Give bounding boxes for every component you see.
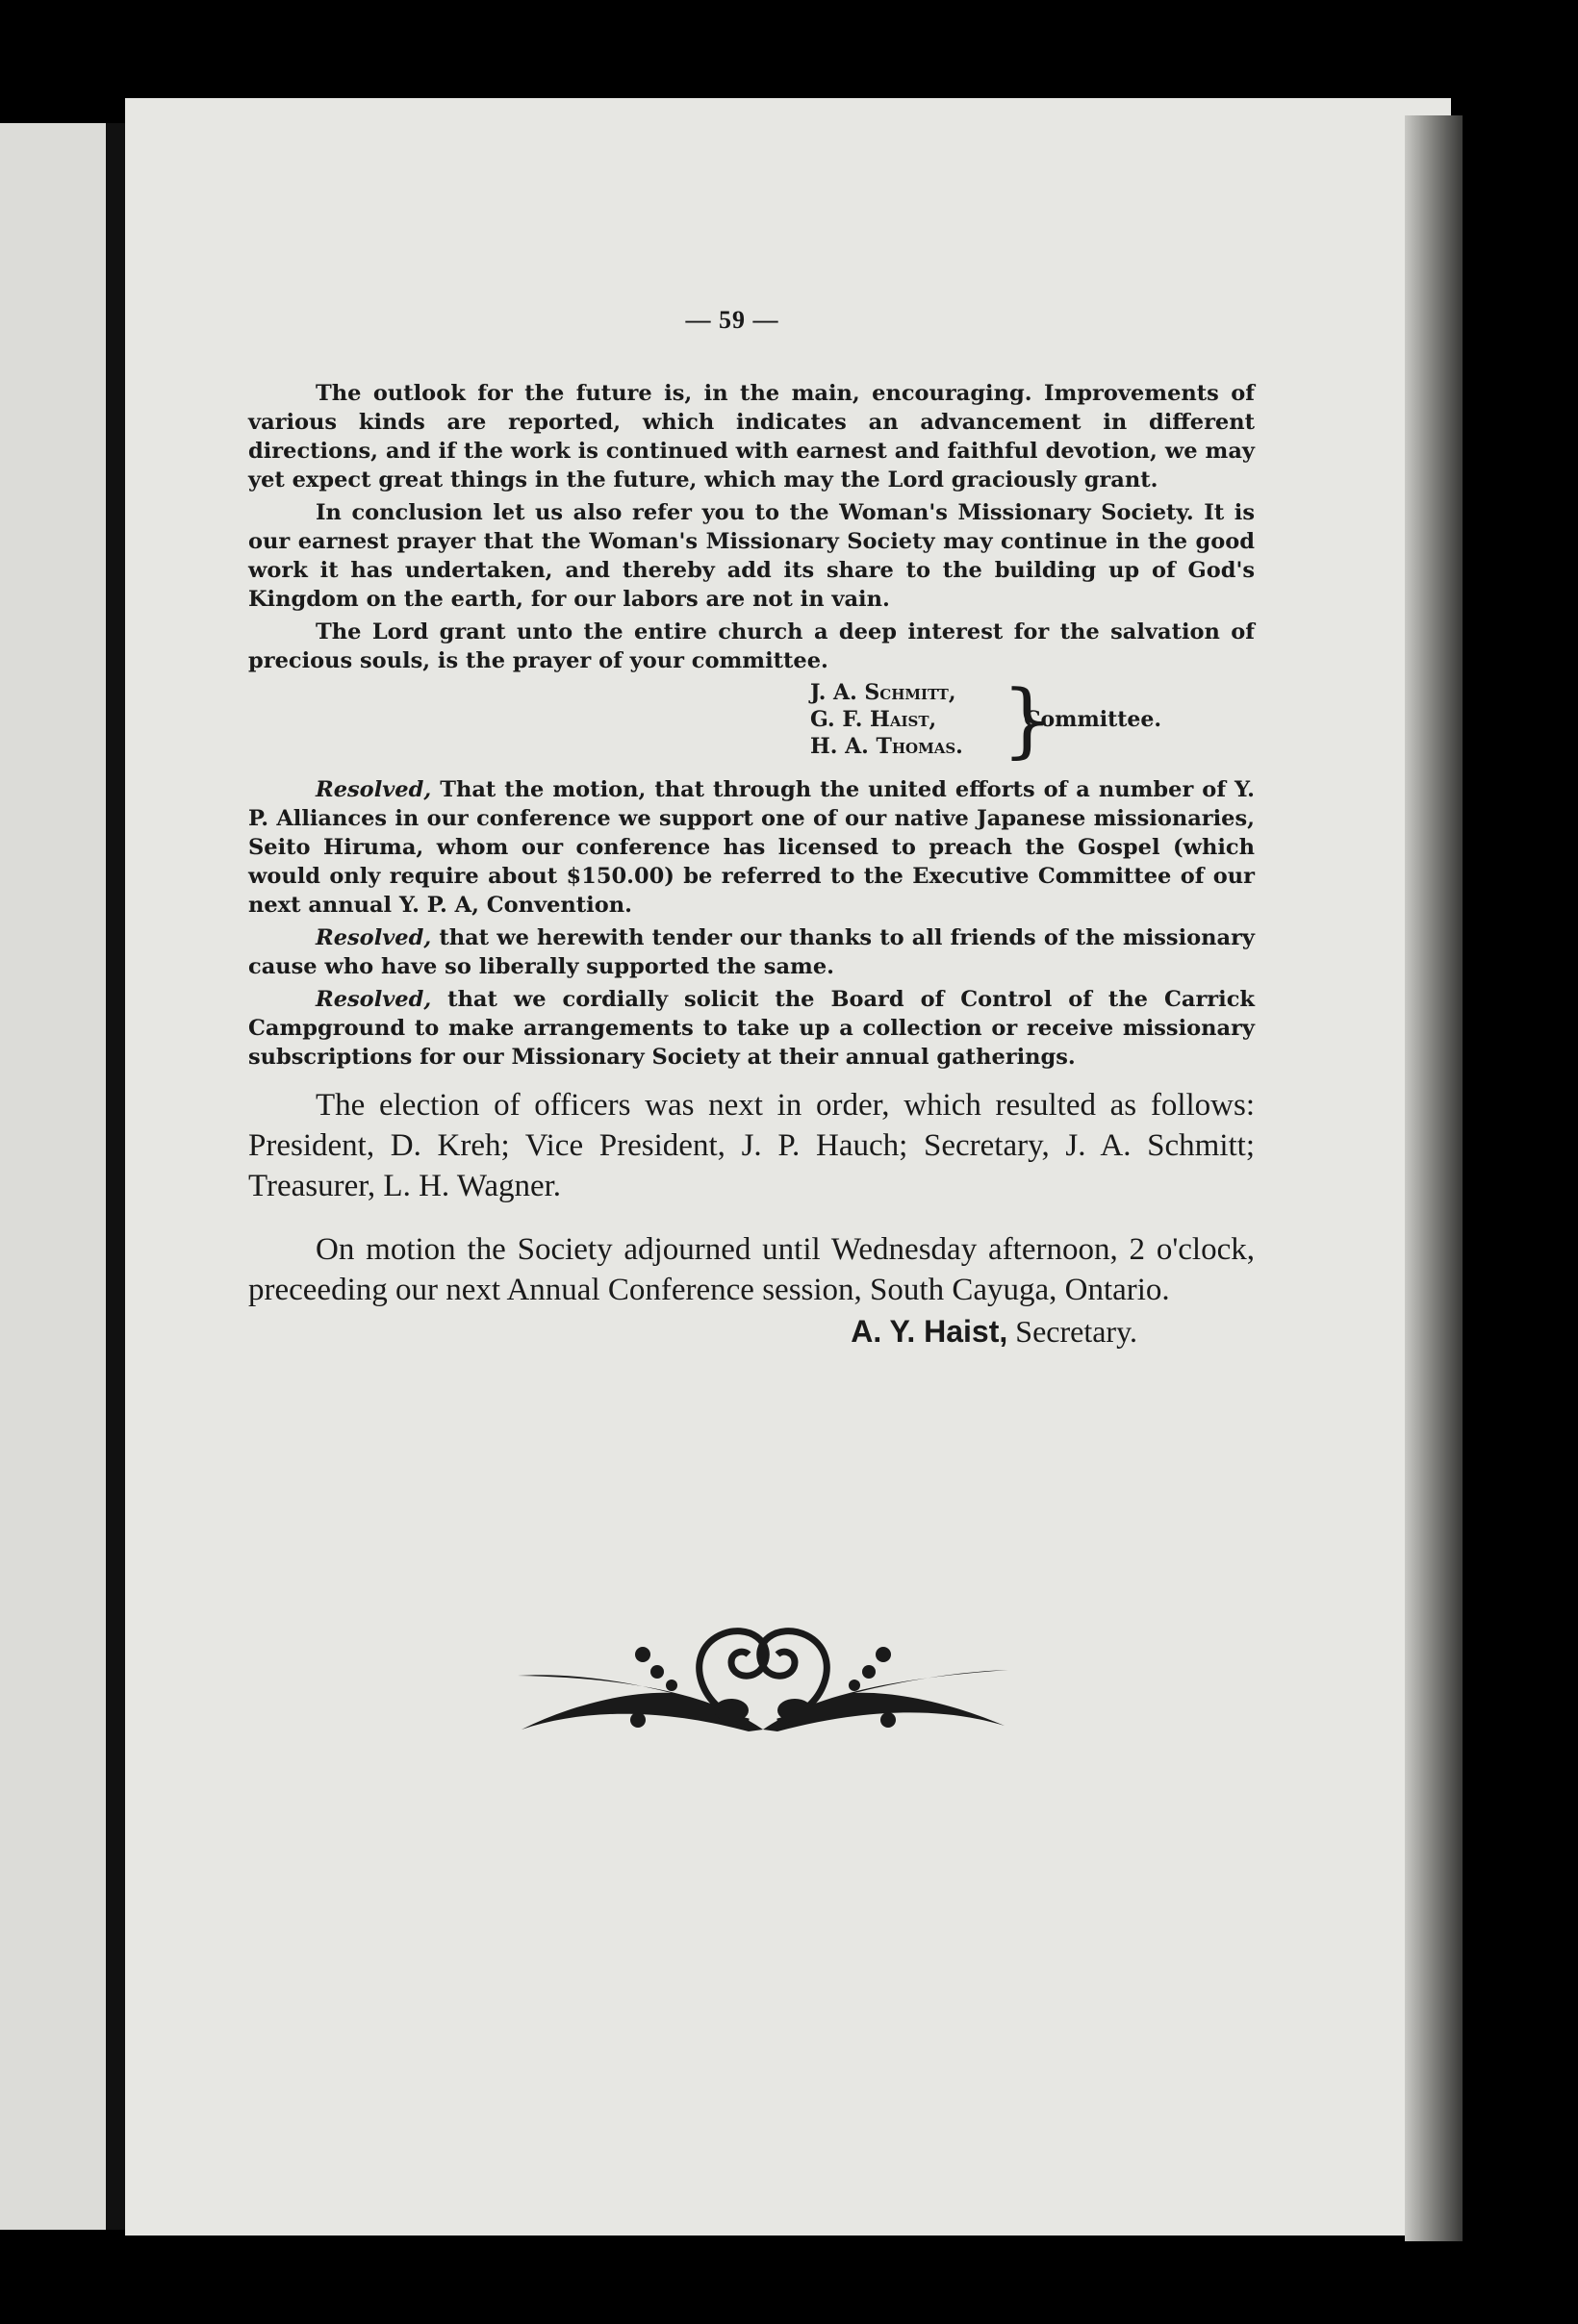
committee-member: G. F. Haist, [810,707,937,732]
committee-signatures [248,672,1255,768]
resolution [248,923,1255,981]
resolution [248,985,1255,1072]
book-gutter [106,123,125,2230]
adjournment-paragraph: On motion the Society adjourned until Wednesday afternoon, 2 o'clock, preceeding our next Annual Conference session, South Cayuga, Ontario. [248,1232,1255,1307]
committee-member: J. A. Schmitt, [810,680,956,705]
paragraph-conclusion: In conclusion let us also refer you to the Woman's Missionary Society. It is our earnest prayer that the Woman's Missionary Society may continue in the good work it has undertaken, and thereby add its share to the building up of God's Kingdom on the earth, for our labors are not in vain. [248,500,1255,612]
committee-label: Committee. [1024,707,1162,732]
committee-member: H. A. Thomas. [810,734,963,759]
page-stack-edge [1405,115,1463,2241]
page-content [248,306,1255,1350]
paragraph-outlook: The outlook for the future is, in the main, encouraging. Improvements of various kinds are reported, which indicates an advancement in different directions, and if the work is continued with earnest and faithful devotion, we may yet expect great things in the future, which may the Lord graciously grant. [248,381,1255,493]
ornamental-scroll-flourish-icon [518,1616,1008,1741]
election-paragraph: The election of officers was next in order, which resulted as follows: President, D. Kreh; Vice President, J. P. Hauch; Secretary, J. A. Schmitt; Treasurer, L. H. Wagner. [248,1088,1255,1203]
resolution [248,775,1255,920]
resolution-text: that we cordially solicit the Board of Control of the Carrick Campground to make arrangements to take up a collection or receive missionary subscriptions for our Missionary Society at their annual gatherings. [248,987,1255,1070]
secretary-signature [248,1314,1255,1350]
resolution-label: Resolved, [316,925,432,950]
brace-symbol: } [1002,672,1054,767]
committee-members [810,679,963,760]
paragraph-prayer: The Lord grant unto the entire church a deep interest for the salvation of precious souls, is the prayer of your committee. [248,619,1255,673]
resolution-label: Resolved, [316,777,432,802]
facing-page-edge [0,123,106,2230]
resolution-label: Resolved, [316,987,432,1012]
secretary-title: Secretary. [1015,1314,1137,1349]
resolution-text: That the motion, that through the united efforts of a number of Y. P. Alliances in our conference we support one of our native Japanese missionaries, Seito Hiruma, whom our conference has licensed to preach the Gospel (which would only require about $150.00) be referred to the Executive Committee of our next annual Y. P. A, Convention. [248,777,1255,918]
secretary-name: A. Y. Haist, [851,1314,1008,1349]
resolution-text: that we herewith tender our thanks to all friends of the missionary cause who have so liberally supported the same. [248,925,1255,979]
page-number: — 59 — [685,306,779,334]
